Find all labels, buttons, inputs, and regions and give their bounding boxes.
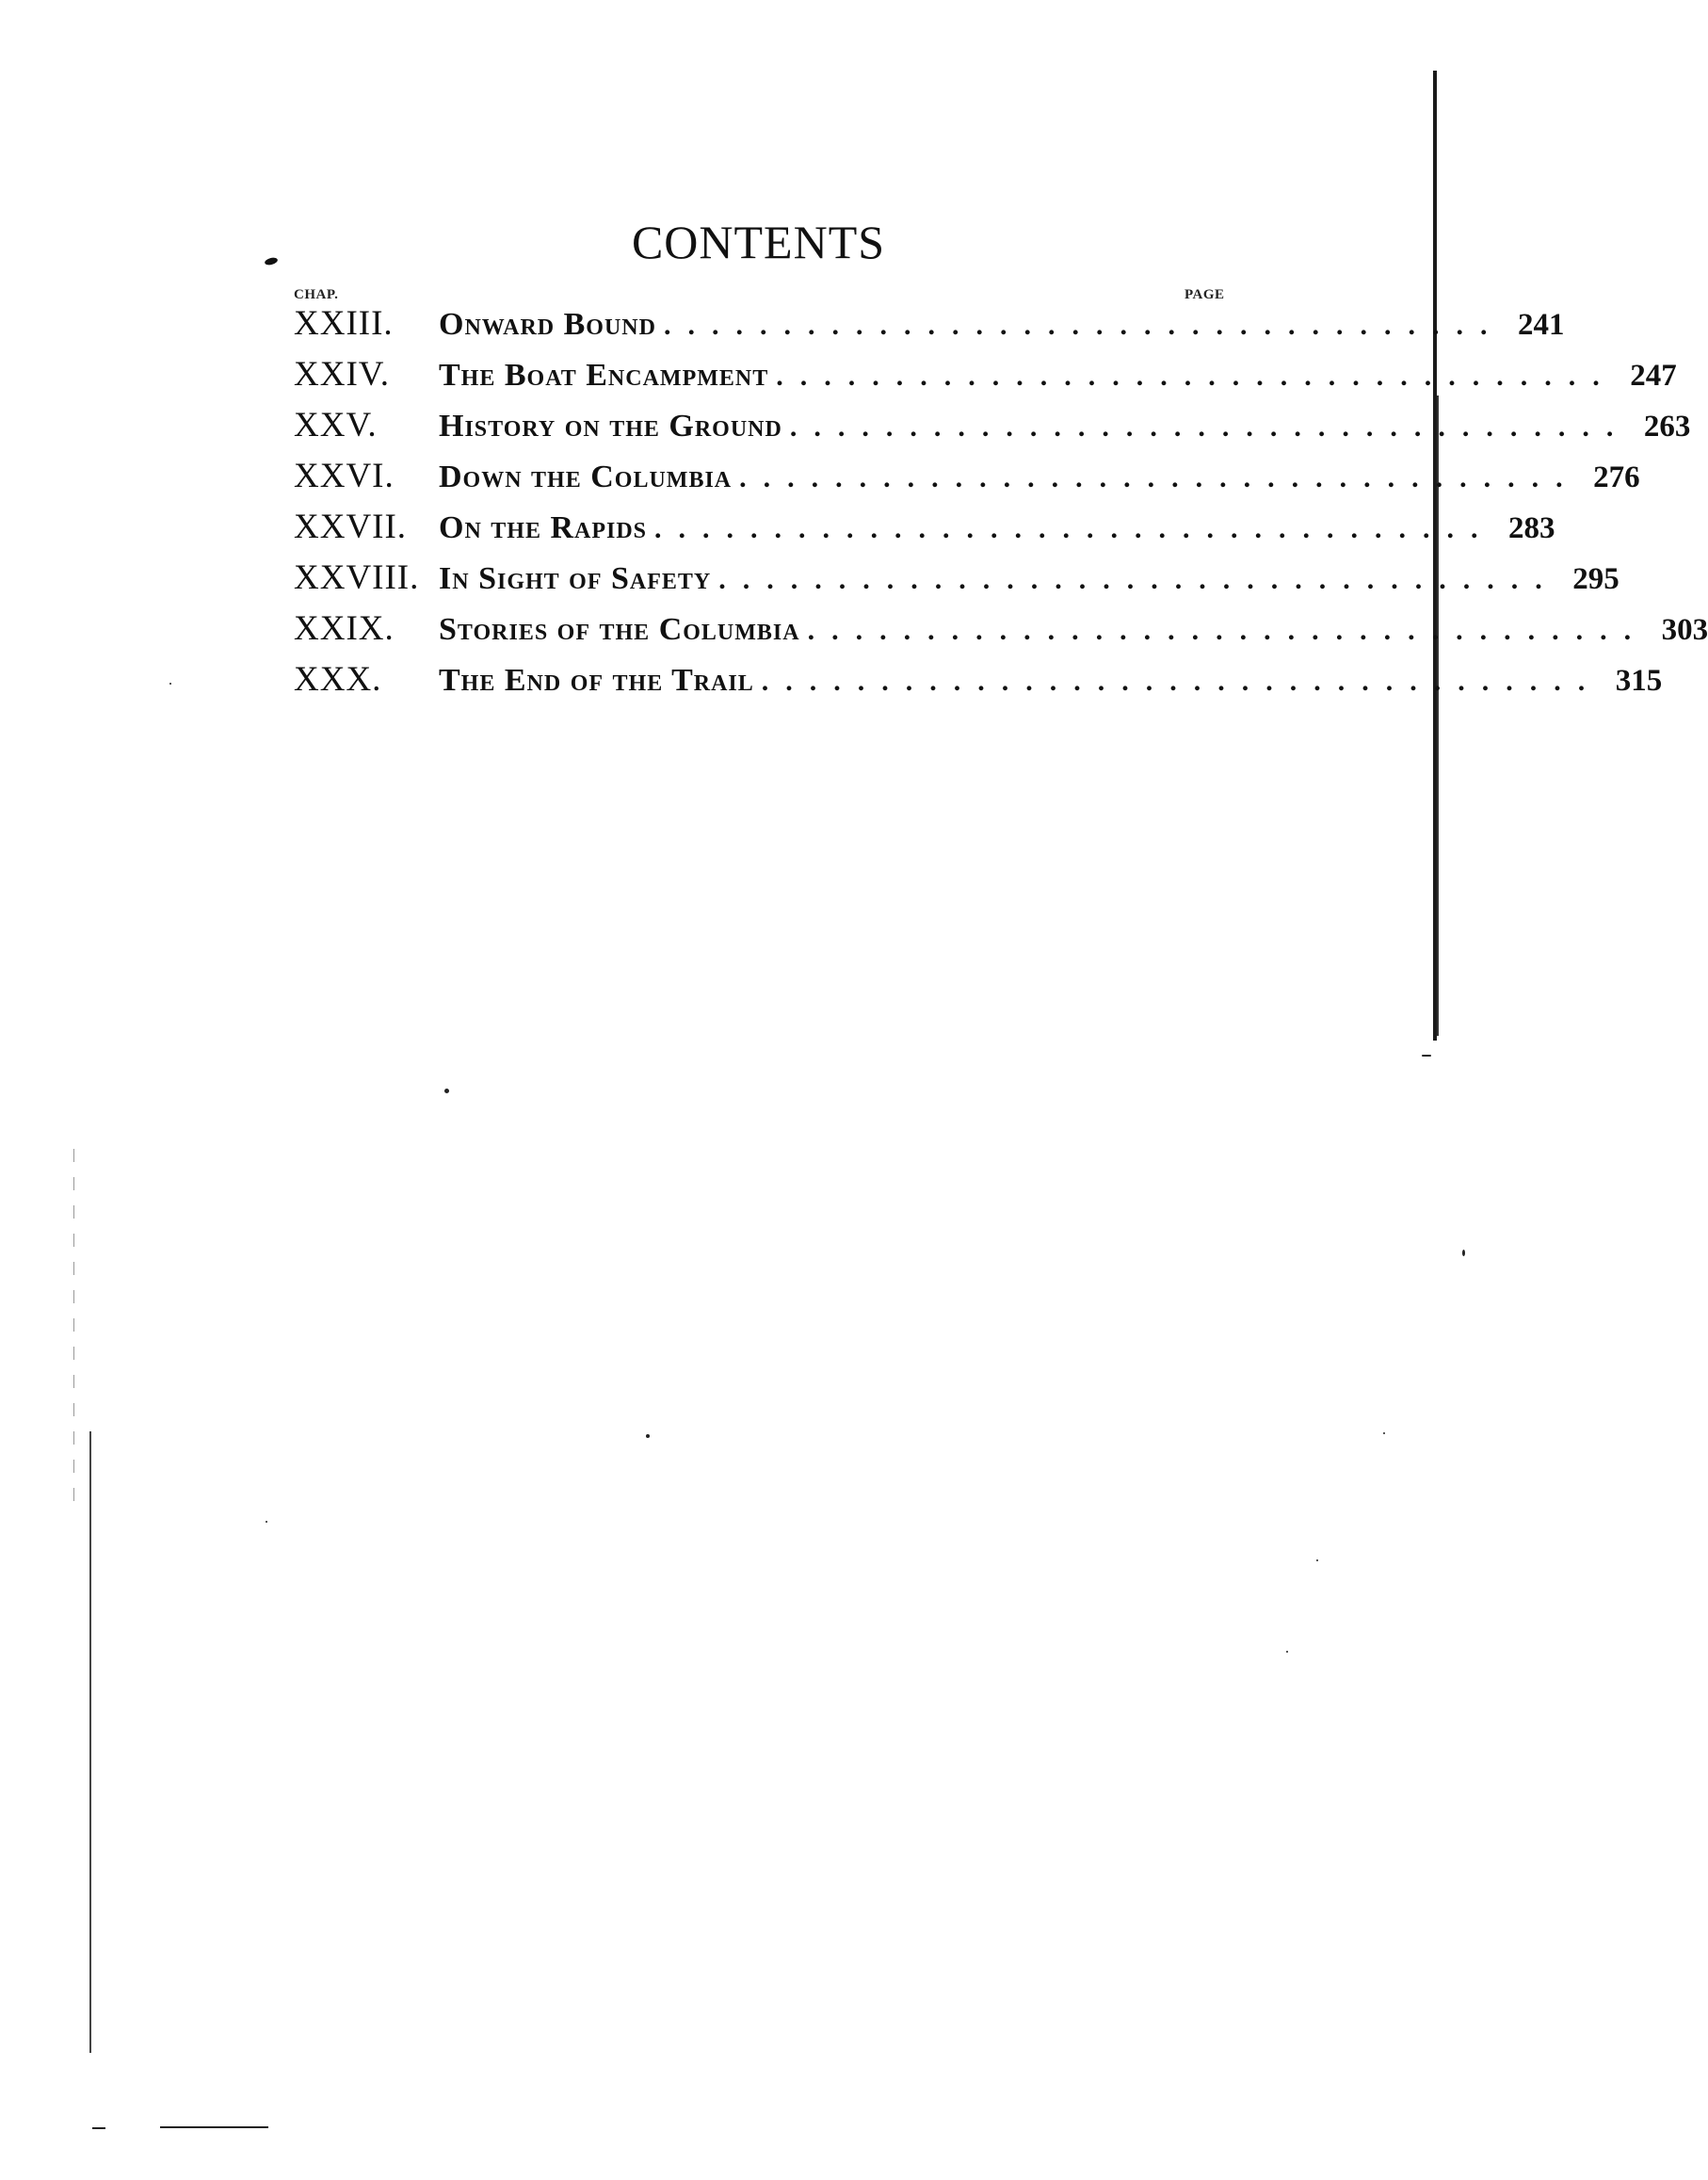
dot-leader: ................................... [663, 310, 1505, 341]
table-of-contents [294, 303, 1708, 710]
page-number: 315 [1615, 664, 1663, 698]
scan-speck [1383, 1432, 1385, 1434]
scan-speck [1286, 1651, 1288, 1653]
toc-entry [294, 507, 1555, 557]
dot-leader: ................................... [789, 412, 1631, 443]
toc-entry [294, 456, 1640, 507]
chapter-numeral: XXVI. [294, 457, 395, 495]
chapter-numeral: XXIX. [294, 609, 395, 648]
toc-entry [294, 303, 1565, 354]
scan-speck [646, 1434, 650, 1438]
chapter-numeral: XXX. [294, 660, 382, 699]
chapter-title: The Boat Encampment [439, 358, 776, 394]
page-number: 295 [1572, 562, 1619, 596]
chapter-numeral: XXIII. [294, 304, 394, 343]
dot-leader: ................................... [776, 361, 1617, 392]
chapter-numeral: XXIV. [294, 355, 390, 394]
scan-edge-line [73, 1149, 74, 1507]
dot-leader: ................................... [761, 666, 1603, 697]
chapter-title: In Sight of Safety [439, 561, 718, 597]
page-number: 276 [1593, 460, 1640, 494]
toc-entry [294, 405, 1691, 456]
dot-leader: ................................... [739, 462, 1580, 493]
scan-mark [92, 2127, 105, 2129]
scan-speck [1422, 1055, 1431, 1057]
page-number: 283 [1508, 511, 1555, 545]
scan-speck [444, 1089, 449, 1093]
page-number: 247 [1630, 359, 1677, 393]
chapter-title: Down the Columbia [439, 460, 739, 495]
scan-speck [1462, 1250, 1465, 1256]
toc-entry [294, 557, 1619, 608]
page-number: 263 [1643, 410, 1691, 444]
scan-speck [1316, 1559, 1318, 1561]
page-number: 241 [1517, 308, 1565, 342]
chapter-title: Stories of the Columbia [439, 612, 808, 648]
toc-entry [294, 659, 1663, 710]
chapter-column-header: CHAP. [294, 287, 339, 302]
dot-leader: ................................... [718, 564, 1559, 595]
toc-entry [294, 354, 1677, 405]
chapter-numeral: XXV. [294, 406, 378, 444]
dot-leader: ................................... [807, 615, 1649, 646]
chapter-numeral: XXVIII. [294, 558, 420, 597]
dot-leader: ................................... [654, 513, 1495, 544]
scan-edge-line [89, 1431, 91, 2053]
chapter-numeral: XXVII. [294, 508, 408, 546]
scan-mark [160, 2126, 268, 2128]
chapter-title: History on the Ground [439, 409, 790, 444]
page-number: 303 [1661, 613, 1708, 647]
page-title: CONTENTS [631, 216, 886, 268]
page-column-header: PAGE [1184, 287, 1225, 302]
toc-entry [294, 608, 1708, 659]
chapter-title: The End of the Trail [439, 663, 762, 699]
chapter-title: Onward Bound [439, 307, 664, 343]
chapter-title: On the Rapids [439, 510, 654, 546]
scan-speck [169, 683, 171, 685]
scan-speck [266, 1521, 267, 1523]
